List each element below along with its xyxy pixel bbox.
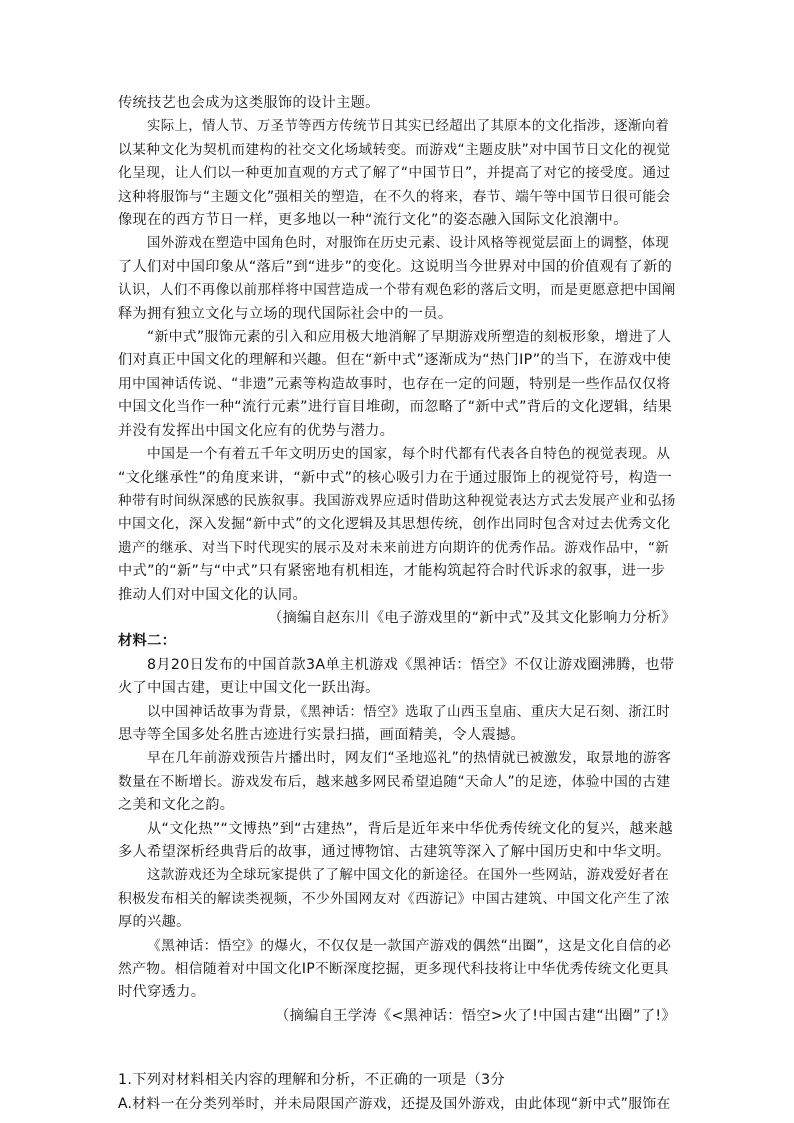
paragraph-line: 思寺等全国多处名胜古迹进行实景扫描，画面精美，令人震撼。 [118, 726, 526, 743]
material-2-paragraph-1 [118, 654, 676, 701]
paragraph-line: 国外游戏在塑造中国角色时，对服饰在历史元素、设计风格等视觉层面上的调整，体现 [147, 236, 670, 252]
paragraph-line: 以中国神话故事为背景，《黑神话：悟空》选取了山西玉皇庙、重庆大足石刻、浙江时 [147, 703, 671, 720]
intro-line: 传统技艺也会成为这类服饰的设计主题。 [118, 95, 380, 111]
paragraph-line: 数量在不断增长。游戏发布后，越来越多网民希望追随“天命人”的足迹，体验中国的古建 [118, 773, 671, 790]
paragraph-line: 中国是一个有着五千年文明历史的国家，每个时代都有代表各自特色的视觉表现。从 [147, 446, 671, 463]
paragraph-line: 厚的兴趣。 [118, 914, 191, 931]
question-stem: 1.下列对材料相关内容的理解和分析，不正确的一项是（3分 [118, 1072, 506, 1089]
paragraph-line: 火了中国古建，更让中国文化一跃出海。 [118, 680, 380, 697]
material-2-paragraph-2 [118, 701, 676, 748]
paragraph-1 [118, 115, 676, 232]
paragraph-line: 时代穿透力。 [118, 984, 206, 1001]
paragraph-line: 多人希望深析经典背后的故事，通过博物馆、古建筑等深入了解中国历史和中华文明。 [118, 844, 671, 860]
paragraph-line: 之美和文化之韵。 [118, 797, 235, 814]
paragraph-line: 早在几年前游戏预告片播出时，网友们“圣地巡礼”的热情就已被激发，取景地的游客 [147, 750, 672, 767]
paragraph-2 [118, 232, 676, 326]
material-2-paragraph-5 [118, 864, 676, 934]
question-option-a: A.材料一在分类列举时，并未局限国产游戏，还提及国外游戏，由此体现“新中式”服饰在 [118, 1095, 671, 1112]
paragraph-line: 中式”的“新”与“中式”只有紧密地有机相连，才能构筑起符合时代诉求的叙事，进一步 [118, 563, 666, 580]
paragraph-line: 认识，人们不再像以前那样将中国营造成一个带有观色彩的落后文明，而是更愿意把中国阐 [118, 282, 676, 299]
paragraph-line: 以某种文化为契机而建构的社交文化场域转变。而游戏“主题皮肤”对中国节日文化的视觉 [118, 141, 671, 158]
paragraph-line: 并没有发挥出中国文化应有的优势与潜力。 [118, 422, 395, 439]
paragraph-line: 化呈现，让人们以一种更加直观的方式了解了“中国节日”，并提高了对它的接受度。通过 [118, 165, 671, 182]
paragraph-line: 这种将服饰与“主题文化”强相关的塑造，在不久的将来，春节、端午等中国节日很可能会 [118, 188, 671, 205]
paragraph-line: 中国文化当作一种“流行元素”进行盲目堆砌，而忽略了“新中式”背后的文化逻辑，结果 [118, 399, 673, 416]
material-2-paragraph-3 [118, 747, 676, 817]
material-2-paragraph-6 [118, 935, 676, 1005]
paragraph-line: 推动人们对中国文化的认同。 [118, 586, 307, 603]
paragraph-line: “新中式”服饰元素的引入和应用极大地消解了早期游戏所塑造的刻板形象，增进了人 [147, 329, 672, 346]
paragraph-line: 从“文化热”“文博热”到“古建热”，背后是近年来中华优秀传统文化的复兴，越来越 [147, 820, 673, 837]
paragraph-line: 像现在的西方节日一样，更多地以一种“流行文化”的姿态融入国际文化浪潮中。 [118, 212, 628, 229]
document-page [118, 92, 676, 1116]
paragraph-line: 实际上，情人节、万圣节等西方传统节日其实已经超出了其原本的文化指涉，逐渐向着 [147, 119, 670, 135]
paragraph-3 [118, 326, 676, 443]
paragraph-line: 种带有时间纵深感的民族叙事。我国游戏界应适时借助这种视觉表达方式去发展产业和弘扬 [118, 492, 676, 509]
paragraph-line: 释为拥有独立文化与立场的现代国际社会中的一员。 [118, 305, 453, 322]
paragraph-line: 中国文化，深入发掘“新中式”的文化逻辑及其思想传统，创作出同时包含对过去优秀文化 [118, 516, 671, 533]
paragraph-line: “文化继承性”的角度来讲，“新中式”的核心吸引力在于通过服饰上的视觉符号，构造一 [118, 469, 673, 486]
citation-2: （摘编自王学涛《<黑神话：悟空>火了!中国古建“出圈”了!》 [275, 1007, 676, 1024]
paragraph-line: 8月20日发布的中国首款3A单主机游戏《黑神话：悟空》不仅让游戏圈沸腾，也带 [147, 656, 675, 673]
citation-1: （摘编自赵东川《电子游戏里的“新中式”及其文化影响力分析》 [268, 609, 676, 626]
paragraph-line: 《黑神话：悟空》的爆火，不仅仅是一款国产游戏的偶然“出圈”，这是文化自信的必 [147, 937, 672, 954]
paragraph-line: 了人们对中国印象从“落后”到“进步”的变化。这说明当今世界对中国的价值观有了新的 [118, 258, 673, 275]
paragraph-4 [118, 443, 676, 607]
paragraph-line: 用中国神话传说、“非遗”元素等构造故事时，也存在一定的问题，特别是一些作品仅仅将 [118, 375, 671, 392]
paragraph-line: 们对真正中国文化的理解和兴趣。但在“新中式”逐渐成为“热门IP”的当下，在游戏中使 [118, 352, 672, 369]
material-2-heading: 材料二： [118, 633, 177, 650]
paragraph-line: 积极发布相关的解读类视频，不少外国网友对《西游记》中国古建筑、中国文化产生了浓 [118, 890, 670, 907]
spacer [118, 1028, 676, 1069]
material-2-paragraph-4 [118, 818, 676, 865]
paragraph-line: 然产物。相信随着对中国文化IP不断深度挖掘，更多现代科技将让中华优秀传统文化更具 [118, 961, 669, 978]
paragraph-line: 这款游戏还为全球玩家提供了了解中国文化的新途径。在国外一些网站，游戏爱好者在 [147, 868, 670, 884]
paragraph-line: 遗产的继承、对当下时代现实的展示及对未来前进方向期许的优秀作品。游戏作品中，“新 [118, 539, 670, 556]
